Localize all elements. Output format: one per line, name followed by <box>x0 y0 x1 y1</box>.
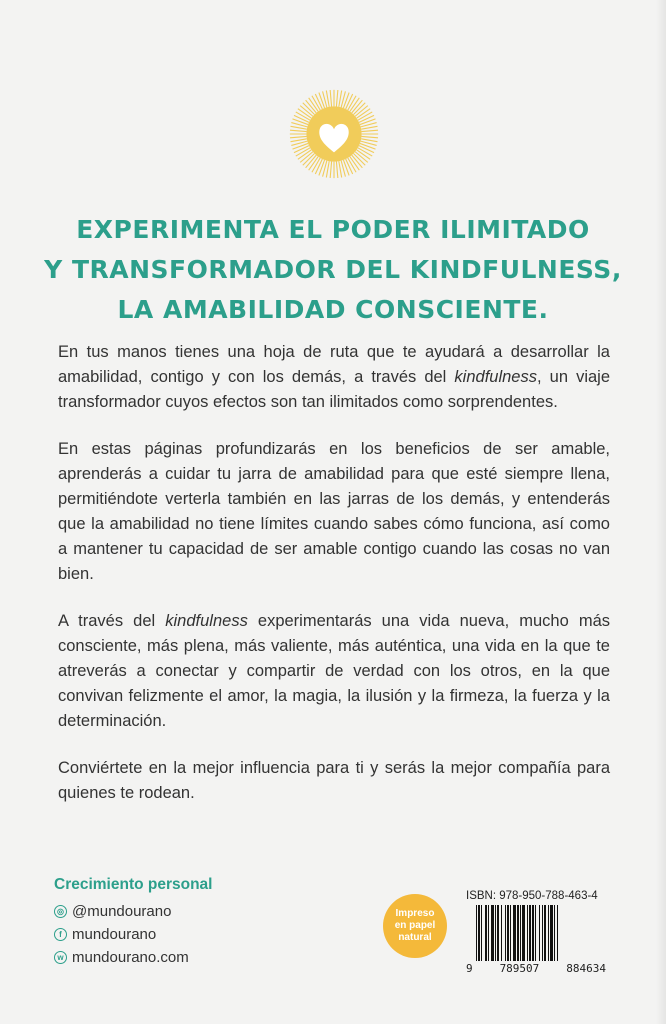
paragraph-3-text-a: A través del <box>58 612 166 630</box>
paragraph-1-text-b: , un viaje transformador cuyos efectos son tan ilimitados como sorprendentes. <box>58 368 610 411</box>
synopsis <box>58 340 610 828</box>
paragraph-3-text-b: experimentarás una vida nueva, mucho más consciente, más plena, más valiente, más auténtica, una vida en la que te atreverás a conectar y compartir de verdad con los otros, en la que convivan felizmente el amor, la magia, la ilusión y la firmeza, la fuerza y la determinación. <box>58 612 610 730</box>
instagram-row <box>54 900 314 923</box>
barcode-digit-first: 9 <box>466 962 473 975</box>
paragraph-3-emphasis: kindfulness <box>165 612 248 630</box>
isbn-label: ISBN: 978-950-788-463-4 <box>466 890 598 902</box>
headline-line-3: LA AMABILIDAD CONSCIENTE. <box>117 295 549 324</box>
barcode-digits-group-1: 789507 <box>499 962 540 975</box>
paragraph-1-emphasis: kindfulness <box>454 368 537 386</box>
barcode-digits-group-2: 884634 <box>566 962 606 975</box>
instagram-icon: ◎ <box>54 905 67 918</box>
headline-line-2: Y TRANSFORMADOR DEL KINDFULNESS, <box>44 255 622 284</box>
headline-line-1: EXPERIMENTA EL PODER ILIMITADO <box>76 215 590 244</box>
facebook-row <box>54 923 314 946</box>
page-edge-shadow <box>656 0 666 1024</box>
paper-badge-text: Impreso en papel natural <box>394 908 436 943</box>
headline <box>40 210 626 330</box>
facebook-icon: f <box>54 928 67 941</box>
website-row <box>54 946 314 969</box>
paper-badge <box>383 894 447 958</box>
paragraph-1 <box>58 340 610 415</box>
paragraph-3 <box>58 609 610 734</box>
web-icon: w <box>54 951 67 964</box>
category-label: Crecimiento personal <box>54 876 213 893</box>
paragraph-4: Conviértete en la mejor influencia para ti y serás la mejor compañía para quienes te rodean. <box>58 759 610 802</box>
barcode-image <box>466 905 602 961</box>
instagram-handle: @mundourano <box>72 903 172 920</box>
website-url: mundourano.com <box>72 949 189 966</box>
publisher-info <box>54 876 314 969</box>
barcode-digits <box>466 962 606 975</box>
paragraph-2: En estas páginas profundizarás en los beneficios de ser amable, aprenderás a cuidar tu jarra de amabilidad para que esté siempre llena, permitiéndote verterla también en las jarras de los demás, y entenderás que la amabilidad no tiene límites cuando sabes cómo funciona, así como a mantener tu capacidad de ser amable contigo cuando las cosas no van bien. <box>58 440 610 583</box>
facebook-handle: mundourano <box>72 926 157 943</box>
paragraph-1-text-a: En tus manos tienes una hoja de ruta que te ayudará a desarrollar la amabilidad, contigo y con los demás, a través del <box>58 343 610 386</box>
isbn-block <box>466 890 606 975</box>
heart-sunburst-icon <box>288 88 380 180</box>
